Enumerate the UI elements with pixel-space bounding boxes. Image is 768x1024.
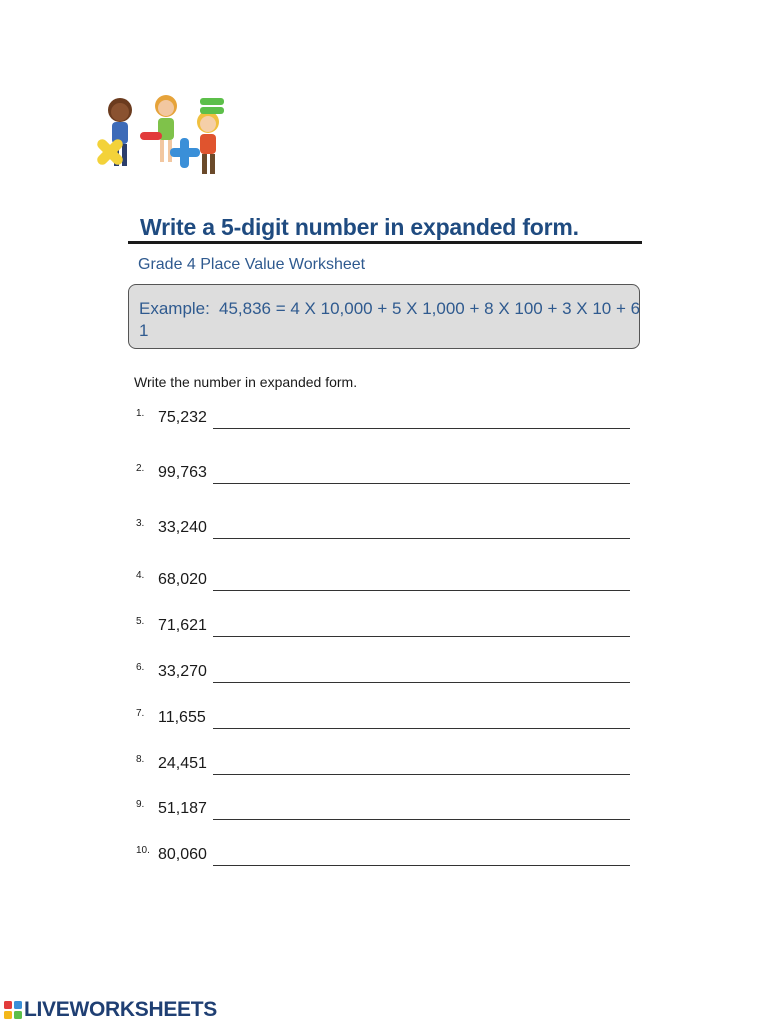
- answer-line[interactable]: [213, 865, 630, 866]
- worksheet-subtitle: Grade 4 Place Value Worksheet: [138, 256, 366, 273]
- question-item: [136, 662, 636, 688]
- example-box: [128, 284, 640, 349]
- question-value: 11,655: [158, 709, 206, 726]
- kids-math-clipart-icon: [88, 92, 238, 192]
- question-item: [136, 463, 636, 489]
- question-item: [136, 518, 636, 544]
- example-expression: 45,836 = 4 X 10,000 + 5 X 1,000 + 8 X 100 + 3 X 10 + 6: [219, 299, 641, 318]
- answer-line[interactable]: [213, 728, 630, 729]
- example-expression-continued: 1: [139, 321, 149, 340]
- title-underline: [128, 241, 642, 244]
- question-number: 6.: [136, 662, 145, 673]
- example-label: Example:: [139, 299, 210, 318]
- question-value: 75,232: [158, 409, 207, 426]
- question-item: [136, 616, 636, 642]
- answer-line[interactable]: [213, 590, 630, 591]
- question-number: 5.: [136, 616, 145, 627]
- answer-line[interactable]: [213, 774, 630, 775]
- liveworksheets-logo-icon: [4, 1001, 22, 1019]
- question-value: 33,270: [158, 663, 207, 680]
- question-value: 24,451: [158, 755, 207, 772]
- answer-line[interactable]: [213, 636, 630, 637]
- question-item: [136, 754, 636, 780]
- question-number: 8.: [136, 754, 145, 765]
- instructions: Write the number in expanded form.: [134, 374, 358, 390]
- answer-line[interactable]: [213, 819, 630, 820]
- question-number: 10.: [136, 845, 150, 856]
- answer-line[interactable]: [213, 483, 630, 484]
- question-number: 1.: [136, 408, 145, 419]
- question-item: [136, 799, 636, 825]
- answer-line[interactable]: [213, 682, 630, 683]
- question-number: 9.: [136, 799, 145, 810]
- question-value: 33,240: [158, 519, 207, 536]
- question-item: [136, 708, 636, 734]
- question-number: 3.: [136, 518, 145, 529]
- question-number: 2.: [136, 463, 145, 474]
- worksheet-title: Write a 5-digit number in expanded form.: [140, 214, 579, 240]
- question-value: 71,621: [158, 617, 207, 634]
- question-item: [136, 845, 636, 871]
- question-value: 80,060: [158, 846, 207, 863]
- answer-line[interactable]: [213, 428, 630, 429]
- question-item: [136, 570, 636, 596]
- question-number: 7.: [136, 708, 145, 719]
- question-value: 99,763: [158, 464, 207, 481]
- question-value: 68,020: [158, 571, 207, 588]
- question-item: [136, 408, 636, 434]
- liveworksheets-logo-text: LIVEWORKSHEETS: [24, 998, 217, 1021]
- answer-line[interactable]: [213, 538, 630, 539]
- question-value: 51,187: [158, 800, 207, 817]
- question-number: 4.: [136, 570, 145, 581]
